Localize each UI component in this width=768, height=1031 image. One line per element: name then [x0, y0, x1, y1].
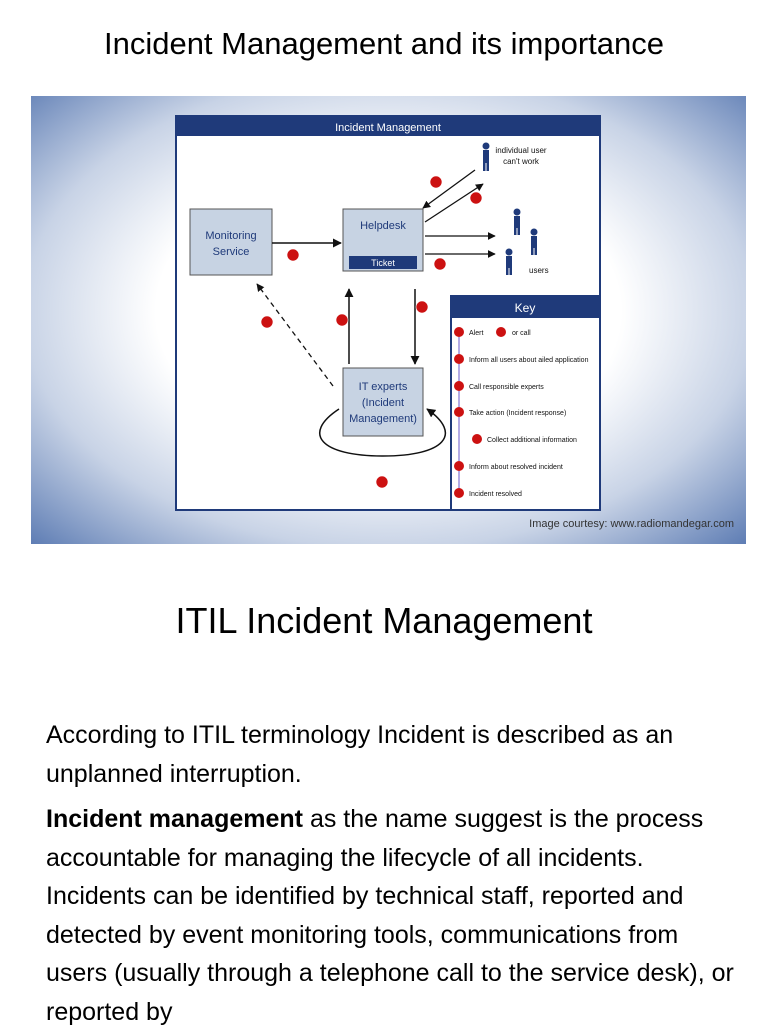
key-text-7: Incident resolved [469, 491, 522, 498]
it-experts-label-2: (Incident [361, 397, 405, 409]
section-title: ITIL Incident Management [175, 600, 593, 641]
key-badge-6 [454, 461, 464, 471]
diagram-header: Incident Management [335, 122, 441, 134]
key-badge-2 [454, 354, 464, 364]
key-badge-5 [472, 434, 482, 444]
monitoring-service-box [190, 209, 272, 275]
key-text-6: Inform about resolved incident [469, 464, 563, 471]
key-badge-1a [496, 327, 506, 337]
badge-2 [434, 258, 446, 270]
ticket-label: Ticket [371, 258, 395, 268]
badge-1-monitoring [287, 249, 299, 261]
key-text-1a: or call [512, 330, 531, 337]
individual-user-label-2: can't work [503, 157, 539, 166]
key-badge-4 [454, 407, 464, 417]
monitoring-label-1: Monitoring [205, 230, 257, 242]
key-text-5: Collect additional information [487, 437, 577, 444]
image-courtesy: Image courtesy: www.radiomandegar.com [529, 518, 734, 530]
badge-7 [261, 316, 273, 328]
monitoring-label-2: Service [212, 246, 250, 258]
helpdesk-label: Helpdesk [360, 220, 406, 232]
badge-4 [376, 476, 388, 488]
key-badge-1 [454, 327, 464, 337]
badge-1 [470, 192, 482, 204]
slide-title: Incident Management and its importance [103, 26, 665, 61]
users-label: users [529, 266, 549, 275]
it-experts-label-1: IT experts [358, 381, 408, 393]
badge-1a [430, 176, 442, 188]
key-badge-7 [454, 488, 464, 498]
key-title: Key [514, 301, 536, 315]
bold-term: Incident management [46, 805, 303, 833]
key-text-3: Call responsible experts [469, 384, 544, 391]
incident-management-diagram [31, 96, 746, 544]
paragraph-incident-management [46, 800, 746, 1031]
paragraph-body: as the name suggest is the process accountable for managing the lifecycle of all incidents. Incidents can be identified by technical staff, reported and detected by event monitoring tools, communications from users (usually through a telephone call to the service desk), or reported by [46, 805, 734, 1026]
paragraph-definition: According to ITIL terminology Incident is described as an unplanned interruption. [46, 721, 674, 788]
key-text-2: Inform all users about ailed application [469, 357, 589, 364]
individual-user-label-1: individual user [495, 146, 547, 155]
key-badge-3 [454, 381, 464, 391]
badge-3 [416, 301, 428, 313]
key-text-1: Alert [469, 330, 484, 337]
key-text-4: Take action (Incident response) [469, 410, 567, 417]
diagram-canvas [31, 96, 746, 544]
it-experts-label-3: Management) [349, 413, 417, 425]
badge-5 [336, 314, 348, 326]
key-panel [451, 296, 600, 510]
